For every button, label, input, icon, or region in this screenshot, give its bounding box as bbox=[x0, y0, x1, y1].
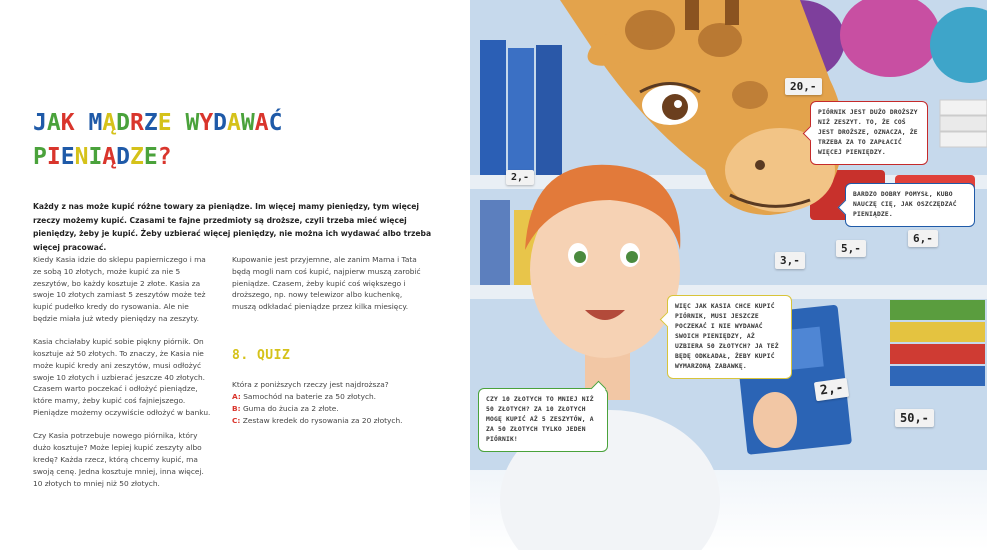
quiz-option-c bbox=[232, 415, 432, 427]
left-page bbox=[0, 0, 470, 550]
price-tag: 50,- bbox=[895, 409, 934, 427]
giraffe-ossicone bbox=[685, 0, 699, 30]
speech-bubble-giraffe-1: PIÓRNIK JEST DUŻO DROŻSZY NIŻ ZESZYT. TO, ŻE COŚ JEST DROŻSZE, OZNACZA, ŻE TRZEBA ZA TO ZAPŁACIĆ WIĘCEJ PIENIĘDZY. bbox=[810, 101, 928, 165]
price-tag: 3,- bbox=[775, 252, 805, 269]
price-tag: 20,- bbox=[785, 78, 822, 95]
giraffe-eye-glint bbox=[674, 100, 682, 108]
paragraph: Kasia chciałaby kupić sobie piękny piórnik. On kosztuje aż 50 złotych. To znaczy, że Kasia nie może kupić kredy ani zeszytów, musi odłożyć swoje 10 złotych i uzbierać jeszcze 40 złotych. Czasem warto poczekać i odłożyć pieniądze, które mamy, żeby kupić coś fajniejszego. Pieniądze możemy oczywiście odłożyć w banku. bbox=[33, 337, 211, 418]
title-letter: Z bbox=[130, 144, 144, 170]
title-letter: ? bbox=[157, 144, 172, 170]
option-text: Guma do żucia za 2 złote. bbox=[242, 403, 339, 413]
boy-hand bbox=[753, 392, 797, 448]
book bbox=[940, 100, 987, 115]
title-letter: Ą bbox=[102, 144, 117, 170]
text-column-1 bbox=[33, 254, 211, 501]
price-tag: 5,- bbox=[836, 240, 866, 257]
boy-iris bbox=[574, 251, 586, 263]
speech-bubble-boy-1: CZY 10 ZŁOTYCH TO MNIEJ NIŻ 50 ZŁOTYCH? ZA 10 ZŁOTYCH MOGĘ KUPIĆ AŻ 5 ZESZYTÓW, A ZA 50 ZŁOTYCH TYLKO JEDEN PIÓRNIK! bbox=[478, 388, 608, 452]
binder bbox=[508, 48, 534, 175]
book bbox=[940, 116, 987, 131]
paragraph: Kiedy Kasia idzie do sklepu papierniczego i ma ze sobą 10 złotych, może kupić za nie 5 zeszytów, bo każdy kosztuje 2 złote. Kasia za swoje 10 złotych zamiast 5 zeszytów może też kupić pudełko kredy do rysowania. Ale nie będzie miała już wtedy pieniędzy na zeszyty. bbox=[33, 255, 206, 323]
title-letter: W bbox=[185, 110, 200, 136]
illustration-page bbox=[470, 0, 987, 550]
pencil-box bbox=[890, 366, 985, 386]
title-line-2 bbox=[33, 140, 333, 174]
title-letter: K bbox=[60, 110, 75, 136]
paragraph: Czy Kasia potrzebuje nowego piórnika, który dużo kosztuje? Może lepiej kupić zeszyty albo kredę? Każda rzecz, którą chcemy kupić, ma swoją cenę. Jedna kosztuje mniej, inna więcej. 10 złotych to mniej niż 50 złotych. bbox=[33, 431, 204, 488]
giraffe-ossicone bbox=[725, 0, 739, 25]
title-letter: J bbox=[33, 110, 47, 136]
book bbox=[940, 132, 987, 147]
title-letter: I bbox=[46, 144, 61, 170]
paragraph: Kupowanie jest przyjemne, ale zanim Mama i Tata będą mogli nam coś kupić, najpierw muszą zarobić pieniądze. Czasem, żeby kupić coś większego i droższego, np. nowy telewizor albo kuchenkę, muszą odkładać pieniądze przez kilka miesięcy. bbox=[232, 255, 421, 312]
title-letter: Y bbox=[199, 110, 214, 136]
pencil-box bbox=[890, 300, 985, 320]
option-text: Zestaw kredek do rysowania za 20 złotych. bbox=[242, 415, 403, 425]
boy-iris bbox=[626, 251, 638, 263]
quiz-question: Która z poniższych rzeczy jest najdroższa? bbox=[232, 380, 389, 389]
giraffe-spot bbox=[625, 10, 675, 50]
shop-illustration bbox=[470, 0, 987, 550]
page-title bbox=[33, 106, 333, 174]
title-letter: Ą bbox=[102, 110, 117, 136]
title-letter: M bbox=[88, 110, 103, 136]
title-letter: E bbox=[60, 144, 75, 170]
title-letter bbox=[172, 106, 186, 140]
option-letter: C: bbox=[232, 415, 241, 425]
title-letter: Ć bbox=[268, 110, 283, 136]
title-letter: W bbox=[240, 110, 255, 136]
option-text: Samochód na baterie za 50 złotych. bbox=[243, 392, 377, 401]
quiz-option-b bbox=[232, 403, 432, 415]
notebook bbox=[480, 200, 510, 285]
title-letter: I bbox=[88, 144, 103, 170]
title-letter: N bbox=[74, 144, 89, 170]
giraffe-spot bbox=[732, 81, 768, 109]
title-letter: D bbox=[116, 110, 131, 136]
title-letter: D bbox=[116, 144, 131, 170]
quiz-option-a bbox=[232, 391, 432, 403]
price-tag: 6,- bbox=[908, 230, 938, 247]
price-tag: 2,- bbox=[506, 170, 534, 185]
pencil-box bbox=[890, 344, 985, 364]
quiz-options bbox=[232, 391, 432, 426]
giraffe-nostril bbox=[755, 160, 765, 170]
giraffe-spot bbox=[698, 23, 742, 57]
title-letter: A bbox=[254, 110, 269, 136]
pencil-box bbox=[890, 322, 985, 342]
speech-bubble-boy-2: WIĘC JAK KASIA CHCE KUPIĆ PIÓRNIK, MUSI JESZCZE POCZEKAĆ I NIE WYDAWAĆ SWOICH PIENIĘDZY, AŻ UZBIERA 50 ZŁOTYCH? JA TEŻ BĘDĘ ODKŁADAŁ, ŻEBY KUPIĆ WYMARZONĄ ZABAWKĘ. bbox=[667, 295, 792, 379]
option-letter: A: bbox=[232, 392, 241, 401]
title-line-1 bbox=[33, 106, 333, 140]
intro-paragraph: Każdy z nas może kupić różne towary za pieniądze. Im więcej mamy pieniędzy, tym więcej rzeczy możemy kupić. Czasami te fajne przedmioty są droższe, czyli trzeba mieć więcej pieniędzy, żeby je kupić. Żeby uzbierać więcej pieniędzy, nie można ich wydawać albo trzeba więcej pracować. bbox=[33, 202, 432, 252]
giraffe-iris bbox=[662, 94, 688, 120]
title-letter: E bbox=[143, 144, 158, 170]
price-tag: 2,- bbox=[814, 378, 850, 401]
speech-bubble-giraffe-2: BARDZO DOBRY POMYSŁ, KUBO NAUCZĘ CIĘ, JAK OSZCZĘDZAĆ PIENIĄDZE. bbox=[845, 183, 975, 227]
title-letter: P bbox=[33, 144, 47, 170]
title-letter: A bbox=[46, 110, 61, 136]
title-letter: R bbox=[130, 110, 144, 136]
title-letter bbox=[75, 106, 89, 140]
title-letter: Z bbox=[143, 110, 158, 136]
binder bbox=[480, 40, 506, 175]
title-letter: D bbox=[213, 110, 228, 136]
binder bbox=[536, 45, 562, 175]
title-letter: A bbox=[227, 110, 241, 136]
quiz-heading: 8. QUIZ bbox=[232, 348, 291, 363]
title-letter: E bbox=[157, 110, 172, 136]
option-letter: B: bbox=[232, 403, 241, 413]
text-column-2 bbox=[232, 254, 422, 324]
